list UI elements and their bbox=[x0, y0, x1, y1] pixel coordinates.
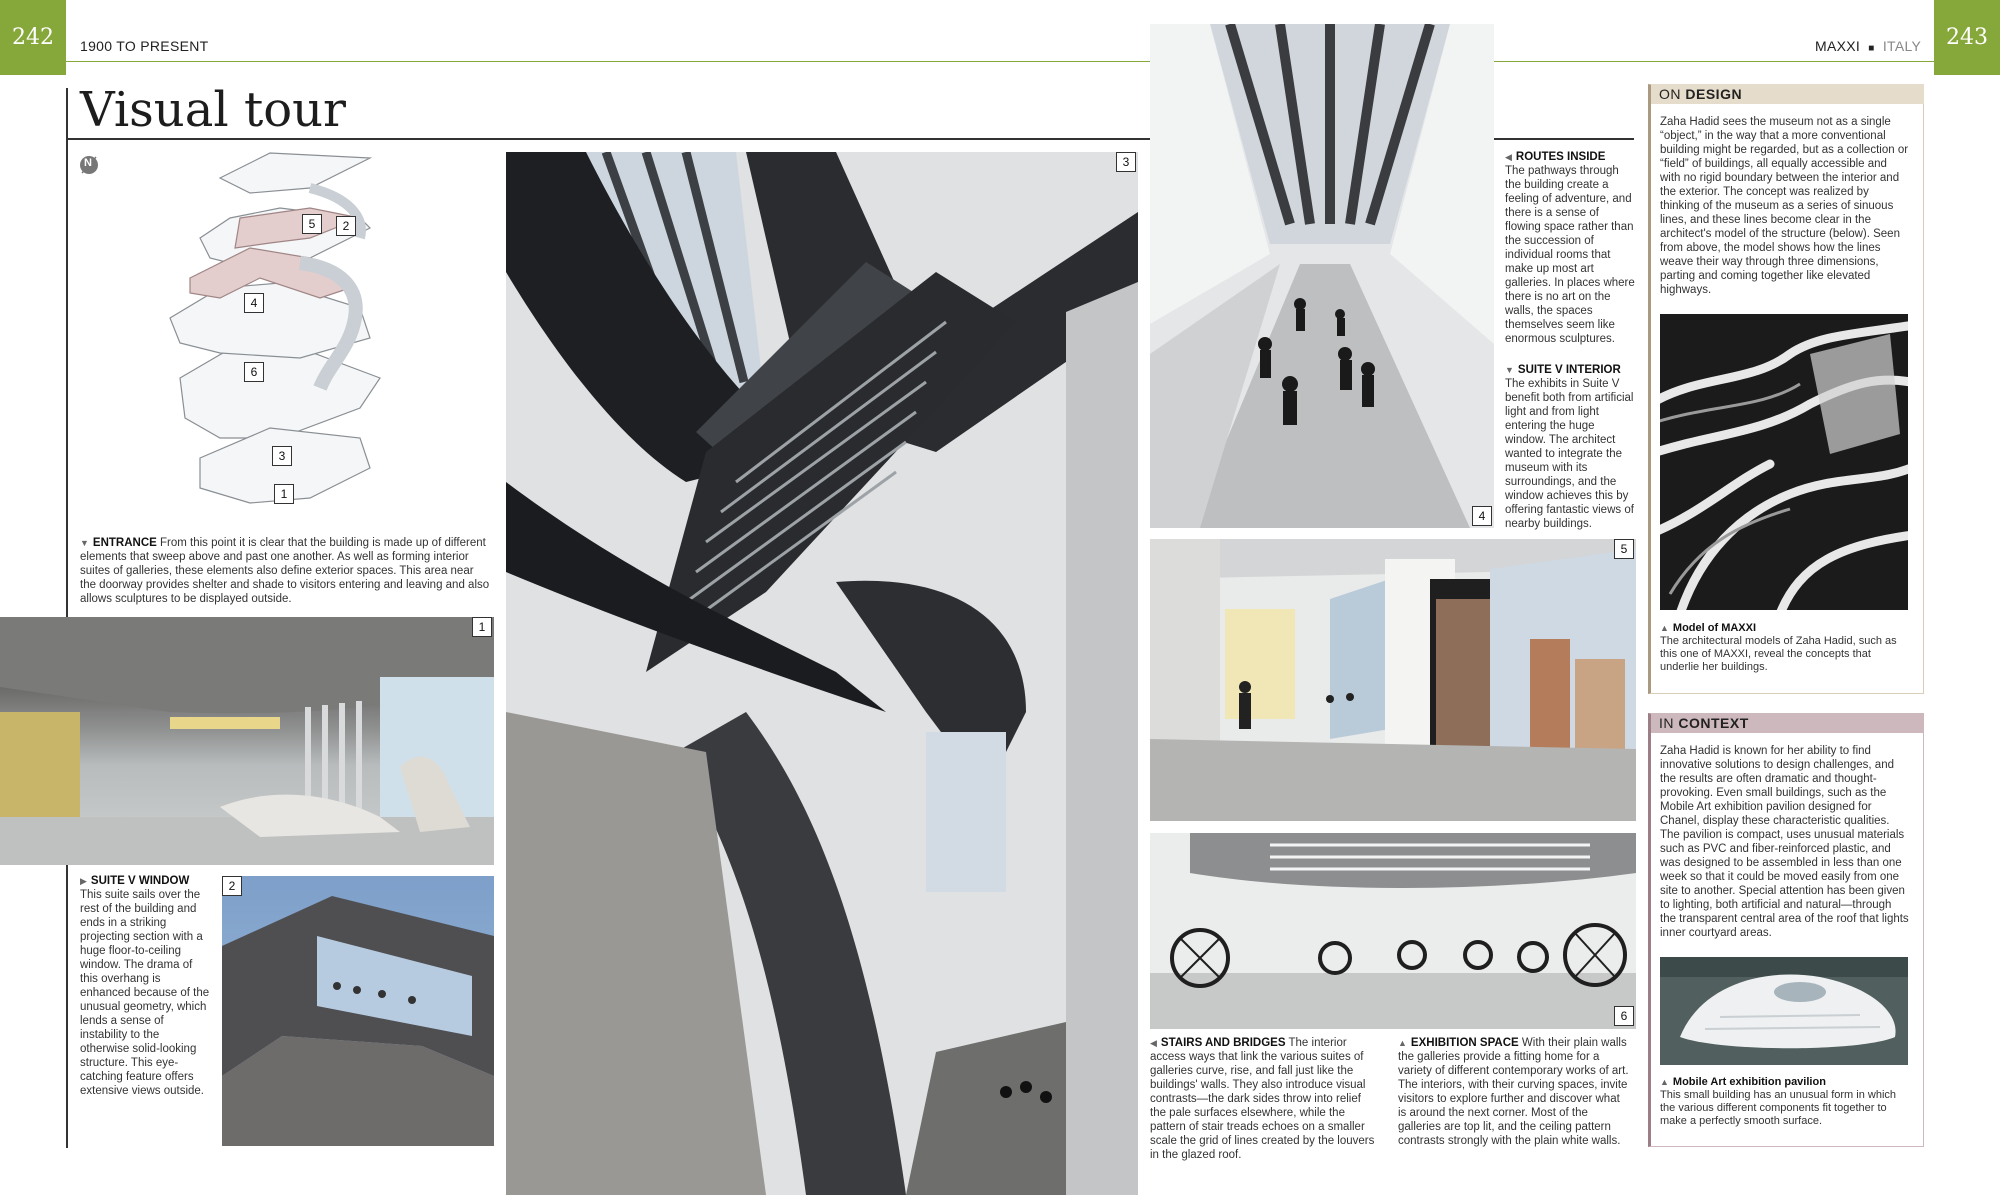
pavilion-caption-title: Mobile Art exhibition pavilion bbox=[1672, 1076, 1826, 1088]
triangle-up-icon: ▲ bbox=[1660, 1077, 1669, 1087]
title-rule bbox=[66, 138, 1150, 140]
in-context-text: Zaha Hadid is known for her ability to find innovative solutions to design challenges, and the results are often dramatic and thought-provoking. Even small buildings, such as the Mobile Art exhibition pavilion designed for Chanel, display these characteristic qualities. The pavilion is compact, uses unusual materials such as PVC and fiber-reinforced plastic, and was designed to be assembled in less than one week so that it could be moved easily from one site to another. Special attention has been given to lighting, both artificial and natural—through the transparent central area of the roof that lights inner courtyard areas. bbox=[1660, 745, 1909, 939]
suite-interior-text: The exhibits in Suite V benefit both from artificial light and from light entering the huge window. The architect wanted to integrate the museum with its surroundings, and the window achieves this by offering fantastic views of nearby buildings. bbox=[1505, 378, 1634, 530]
running-head-separator: ■ bbox=[1868, 43, 1875, 54]
right-page-number: 243 bbox=[1934, 0, 2000, 75]
suite-interior-caption bbox=[1505, 363, 1637, 531]
entrance-caption bbox=[80, 536, 492, 606]
photo-number-4: 4 bbox=[1472, 506, 1492, 526]
pavilion-caption-text: This small building has an unusual form in which the various different components fit together to make a perfectly smooth surface. bbox=[1660, 1089, 1897, 1127]
model-caption bbox=[1660, 622, 1910, 674]
on-design-label-main: DESIGN bbox=[1685, 86, 1743, 102]
plan-number-4: 4 bbox=[244, 293, 264, 313]
plan-number-5: 5 bbox=[302, 214, 322, 234]
suite-window-photo bbox=[222, 876, 494, 1146]
suite-window-caption bbox=[80, 874, 210, 1098]
pavilion-caption bbox=[1660, 1076, 1910, 1128]
entrance-photo bbox=[0, 617, 494, 865]
photo-number-6: 6 bbox=[1614, 1006, 1634, 1026]
plan-number-1: 1 bbox=[274, 484, 294, 504]
routes-text: The pathways through the building create a feeling of adventure, and there is a sense of flowing space rather than the succession of individual rooms that make up most art galleries. In places where there is no art on the walls, the spaces themselves seem like enormous sculptures. bbox=[1505, 165, 1635, 345]
photo-number-2: 2 bbox=[222, 876, 242, 896]
right-header-rule bbox=[1494, 61, 1934, 62]
triangle-down-icon: ▼ bbox=[1505, 365, 1514, 375]
routes-inside-photo bbox=[1150, 24, 1494, 528]
on-design-label-pre: ON bbox=[1659, 86, 1681, 102]
entrance-text: From this point it is clear that the building is made up of different elements that sweep above and past one another. As well as forming interior suites of galleries, these elements also define exterior spaces. This area near the doorway provides shelter and shade to visitors entering and leaving and also allows sculptures to be displayed outside. bbox=[80, 537, 490, 605]
left-page-number: 242 bbox=[0, 0, 66, 75]
left-running-head: 1900 TO PRESENT bbox=[80, 38, 209, 54]
plan-number-2: 2 bbox=[336, 216, 356, 236]
triangle-right-icon: ▶ bbox=[80, 876, 87, 886]
in-context-label-main: CONTEXT bbox=[1678, 715, 1749, 731]
on-design-text: Zaha Hadid sees the museum not as a single “object,” in the way that a more conventional building might be regarded, but as a collection or “field” of buildings, all equally accessible and with no rigid boundary between the interior and the exterior. The concept was realized by thinking of the museum as a series of sinuous lines, and these lines become clear in the architect's model of the structure (below). Seen from above, the model shows how the lines weave their way through three dimensions, parting and coming together like elevated highways. bbox=[1660, 116, 1909, 296]
exhibition-title: EXHIBITION SPACE bbox=[1410, 1037, 1519, 1049]
exhibition-text: With their plain walls the galleries provide a fitting home for a variety of different contemporary works of art. The interiors, with their curving spaces, invite visitors to explore further and discover what is around the next corner. Most of the galleries are top lit, and the ceiling pattern contrasts strongly with the plain white walls. bbox=[1398, 1037, 1629, 1147]
entrance-title: ENTRANCE bbox=[92, 537, 157, 549]
routes-title: ROUTES INSIDE bbox=[1515, 151, 1606, 163]
compass-icon bbox=[78, 154, 100, 176]
right-column-rule bbox=[1494, 138, 1634, 140]
exhibition-caption bbox=[1398, 1036, 1630, 1148]
triangle-left-icon: ◀ bbox=[1150, 1038, 1157, 1048]
in-context-label-pre: IN bbox=[1659, 715, 1674, 731]
triangle-down-icon: ▼ bbox=[80, 538, 89, 548]
suite-interior-photo bbox=[1150, 539, 1636, 821]
maxxi-model-photo bbox=[1660, 314, 1908, 610]
photo-number-3: 3 bbox=[1116, 152, 1136, 172]
photo-number-5: 5 bbox=[1614, 539, 1634, 559]
stairs-text: The interior access ways that link the various suites of galleries curve, rise, and fall just like the buildings' walls. They also introduce visual contrasts—the dark sides throw into relief the pale surfaces elsewhere, while the pattern of stair treads echoes on a smaller scale the grid of lines created by the louvers in the glazed roof. bbox=[1150, 1037, 1375, 1161]
triangle-up-icon: ▲ bbox=[1660, 623, 1669, 633]
triangle-up-icon: ▲ bbox=[1398, 1038, 1407, 1048]
staircase-photo bbox=[506, 152, 1138, 1195]
running-head-sub: ITALY bbox=[1882, 38, 1922, 54]
page-title: Visual tour bbox=[80, 82, 346, 138]
plan-number-6: 6 bbox=[244, 362, 264, 382]
photo-number-1: 1 bbox=[472, 617, 492, 637]
model-caption-text: The architectural models of Zaha Hadid, such as this one of MAXXI, reveal the concepts that underlie her buildings. bbox=[1660, 635, 1897, 673]
stairs-title: STAIRS AND BRIDGES bbox=[1160, 1037, 1286, 1049]
triangle-left-icon: ◀ bbox=[1505, 152, 1512, 162]
suite-interior-title: SUITE V INTERIOR bbox=[1517, 364, 1621, 376]
on-design-heading bbox=[1651, 84, 1924, 104]
suite-window-title: SUITE V WINDOW bbox=[90, 875, 190, 887]
plan-number-3: 3 bbox=[272, 446, 292, 466]
compass-label: N bbox=[84, 157, 92, 169]
mobile-art-pavilion-photo bbox=[1660, 957, 1908, 1065]
suite-window-text: This suite sails over the rest of the building and ends in a striking projecting section with a huge floor-to-ceiling window. The drama of this overhang is enhanced because of the unusual geometry, which lends a sense of instability to the otherwise solid-looking structure. This eye-catching feature offers extensive views outside. bbox=[80, 889, 210, 1097]
left-header-rule bbox=[66, 61, 1150, 62]
exhibition-space-photo bbox=[1150, 833, 1636, 1029]
model-caption-title: Model of MAXXI bbox=[1672, 622, 1757, 634]
running-head-main: MAXXI bbox=[1815, 38, 1861, 54]
in-context-heading bbox=[1651, 713, 1924, 733]
routes-caption bbox=[1505, 150, 1637, 346]
stairs-caption bbox=[1150, 1036, 1380, 1162]
right-running-head bbox=[1815, 38, 1921, 54]
